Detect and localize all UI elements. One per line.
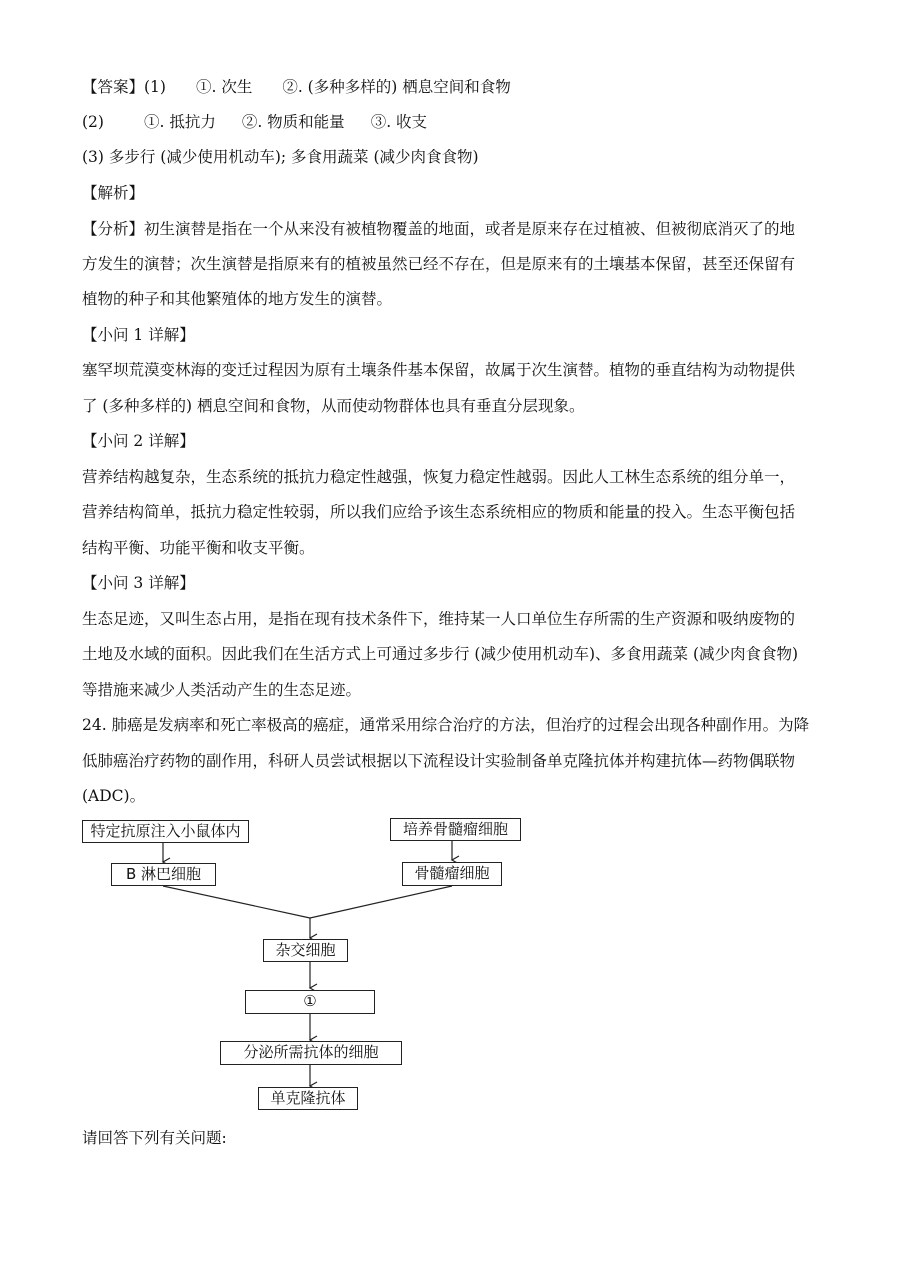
- q2-heading: 【小问 2 详解】: [82, 432, 195, 450]
- flow-box-monoclonal-antibody: 单克隆抗体: [258, 1087, 358, 1110]
- answer-2-b: ②. 物质和能量: [241, 113, 345, 131]
- answer-1-b: ②. (多种多样的) 栖息空间和食物: [282, 78, 511, 96]
- q24-prompt: 请回答下列有关问题:: [82, 1129, 227, 1147]
- answer-2-a: ①. 抵抗力: [143, 113, 216, 131]
- q24-line-1: 24. 肺癌是发病率和死亡率极高的癌症，通常采用综合治疗的方法，但治疗的过程会出现各种副作用。为降: [82, 716, 810, 734]
- q24-line-3: (ADC)。: [82, 787, 146, 805]
- line-myeloma-to-merge: [310, 886, 452, 918]
- flow-box-culture-myeloma: 培养骨髓瘤细胞: [390, 818, 521, 841]
- flow-box-hybrid-cell: 杂交细胞: [263, 939, 348, 962]
- answer-2-prefix: (2): [82, 113, 104, 131]
- q2-line-3: 结构平衡、功能平衡和收支平衡。: [82, 539, 315, 557]
- flow-box-antibody-secreting-cell: 分泌所需抗体的细胞: [220, 1041, 402, 1065]
- analysis-fenxi-2: 方发生的演替；次生演替是指原来有的植被虽然已经不存在，但是原来有的土壤基本保留，甚至还保留有: [82, 255, 796, 273]
- flow-box-b-lymphocyte: B 淋巴细胞: [111, 863, 216, 886]
- answer-prefix: 【答案】(1): [82, 78, 166, 96]
- q2-line-2: 营养结构简单，抵抗力稳定性较弱，所以我们应给予该生态系统相应的物质和能量的投入。生态平衡包括: [82, 503, 796, 521]
- answer-line-3: (3) 多步行 (减少使用机动车); 多食用蔬菜 (减少肉食食物): [82, 148, 479, 166]
- q1-line-2: 了 (多种多样的) 栖息空间和食物，从而使动物群体也具有垂直分层现象。: [82, 397, 585, 415]
- line-b-cell-to-merge: [163, 886, 310, 918]
- flow-box-antigen-injection: 特定抗原注入小鼠体内: [82, 820, 249, 843]
- answer-2-c: ③. 收支: [370, 113, 428, 131]
- answer-1-a: ①. 次生: [195, 78, 253, 96]
- q3-heading: 【小问 3 详解】: [82, 574, 195, 592]
- analysis-heading: 【解析】: [82, 184, 145, 202]
- q24-line-2: 低肺癌治疗药物的副作用，科研人员尝试根据以下流程设计实验制备单克隆抗体并构建抗体—药物偶联物: [82, 752, 796, 770]
- q1-line-1: 塞罕坝荒漠变林海的变迁过程因为原有土壤条件基本保留，故属于次生演替。植物的垂直结构为动物提供: [82, 361, 796, 379]
- q3-line-2: 土地及水域的面积。因此我们在生活方式上可通过多步行 (减少使用机动车)、多食用蔬菜 (减少肉食食物): [82, 645, 799, 663]
- q3-line-3: 等措施来减少人类活动产生的生态足迹。: [82, 681, 362, 699]
- flow-box-myeloma-cell: 骨髓瘤细胞: [402, 862, 502, 886]
- q1-heading: 【小问 1 详解】: [82, 326, 195, 344]
- q2-line-1: 营养结构越复杂，生态系统的抵抗力稳定性越强，恢复力稳定性越弱。因此人工林生态系统的组分单一，: [82, 468, 796, 486]
- flow-box-step-1: ①: [245, 990, 375, 1014]
- analysis-fenxi-1: 【分析】初生演替是指在一个从来没有被植物覆盖的地面，或者是原来存在过植被、但被彻底消灭了的地: [82, 220, 796, 238]
- q3-line-1: 生态足迹，又叫生态占用，是指在现有技术条件下，维持某一人口单位生存所需的生产资源和吸纳废物的: [82, 610, 796, 628]
- analysis-fenxi-3: 植物的种子和其他繁殖体的地方发生的演替。: [82, 290, 393, 308]
